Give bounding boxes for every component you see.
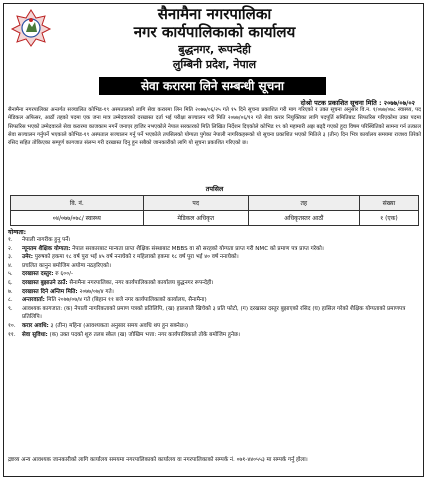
list-item [8,279,421,288]
list-item [8,253,421,262]
list-item-body: पुरुषको हकमा १८ वर्ष पुरा भई ४५ वर्ष ननाघेको र महिलाको हकमा १८ वर्ष पुरा भई ४० वर्ष ननाघेको। [32,254,239,261]
qualifications-heading: योग्यता: [8,229,27,236]
column-header: पद [143,196,248,211]
province-name: लुम्बिनी प्रदेश, नेपाल [172,58,257,71]
list-item-label: दरखास्त दस्तुर: [22,271,54,278]
list-item [8,305,421,322]
list-item-label: दरखास्त बुझाउने ठाउँ: [22,279,68,286]
list-item-number: ४. [8,262,13,269]
list-item [8,245,421,254]
office-name: नगर कार्यपालिकाको कार्यालय [133,23,296,41]
qualifications-list [8,236,421,339]
list-item-text [22,305,421,322]
list-item-body: रु ६००/- [53,271,73,278]
list-item-number: १. [8,237,13,243]
column-header: वि. नं. [11,196,144,211]
list-item [8,331,421,340]
list-item-text [22,245,421,254]
list-item-text [22,331,421,340]
list-item-body: मिति २०७७/०७/४ गते (बिहान ११ बजे नगर कार्यपालिकाको कार्यालय, सैनामैना) [44,297,207,304]
list-item-label: न्यूनतम शैक्षिक योग्यता: [22,245,71,252]
list-item-number: ६. [8,279,13,286]
list-item-number: ९. [8,305,13,312]
office-address: बुद्धनगर, रूपन्देही [178,43,251,56]
list-item-body: आवश्यक कागजात: (क) नेपाली नागरिकताको प्रमाण पत्रको प्रतिलिपि, (ख) हालसालै खिचेको ३ प्रति फोटो, (ग) दरखास्त दस्तुर बुझाएको रसिद (घ) हासिल गरेको शैक्षिक योग्यताको प्रमाणपत्र प्रतिलिपि। [22,305,406,321]
list-item-label: करार अवधि: [22,322,49,329]
list-item-label: दरखास्त दिने अन्तिम मिति: [22,288,78,295]
list-item-number: ३. [8,254,13,261]
list-item-label: अन्तरवार्ता: [22,297,45,304]
table-cell: ०४/०७७/०७८/ स्वास्थ्य [11,211,144,226]
list-item-body: सैनामैना नगरपालिका, नगर कार्यपालिकाको कार्यालय बुद्धनगर रूपन्देही। [67,279,214,286]
table-row [11,211,419,226]
list-item-text [22,253,421,262]
list-item-number: ११. [8,331,16,338]
list-item-number: १०. [8,322,16,329]
list-item [8,296,421,305]
list-item-number: ५. [8,271,13,278]
list-item-body: (क) उक्त पदको शुरु तलब स्केल (ख) जोखिम भत्ता: नगर कार्यपालिकाले तोके बमोजिम हुनेछ। [47,331,241,338]
list-item-number: ८. [8,297,13,304]
list-item [8,288,421,297]
vacancy-table [10,195,419,226]
list-item-body: नेपाली नागरीक हुनु पर्ने। [22,237,71,243]
table-cell: अधिकृतस्तर आठौं [248,211,359,226]
table-cell: १ (एक) [359,211,418,226]
list-item-text [22,296,421,305]
list-item-text [22,236,421,245]
municipality-name: सैनामैना नगरपालिका [157,5,272,23]
list-item [8,236,421,245]
list-item-number: २. [8,245,13,252]
footer-note: द्रष्टव्य अन्य आवश्यक जानकारीको लागि कार्यालय समयमा नगरपालिकाको कार्यालय वा नगरपालिकाको सम्पर्क नं. ०७१-४४०५५३ मा सम्पर्क गर्नु होला। [8,457,308,463]
list-item-body: नेपाल सरकारबाट मान्यता प्राप्त शैक्षिक संस्थाबाट MBBS वा सो सरहको योग्यता प्राप्त गरी NMC को प्रमाण पत्र प्राप्त गरेको। [70,245,324,252]
table-header-row [11,196,419,211]
list-item-body: २०७७/०७/४ गते। [77,288,114,295]
column-header: तह [248,196,359,211]
intro-paragraph: सैनामैना नगरपालिका अन्तर्गत सञ्चालित कोभिड-१९ अस्पतालको लागि सेवा करारमा लिन मिति २०७७/०६/२५ गते १५ दिने सूचना प्रकाशित गरी माग गरिएको र उक्त सूचना अनुसार वि.न. १/०७७/०७८ स्वास्थ्य, पद मेडिकल अफिसर, आठौं तहको पदमा एक जना मात्र उम्मेदवारको दरखास्त दर्ता भई परीक्षा सञ्चालन गरी मिति २०७७/०६/१२ गते सेवा करार नियुक्तिका लागि पदपूर्ति समितिबाट सिफारिस गरिएकोमा उक्त पदमा सिफारिस भएको उम्मेदवारले सेवा करारमा काजकाम नगर्ने जनाएर हाजिर नभएकोले नेपाल सरकारको मिति लिखित निर्देशन दिएकोले कोभिड १९ को महामारी अझ बढ्दै गएको हुदा विषम परिस्थितिको सामना गर्न तत्काल सेवा सञ्चालन गर्नुपर्ने भएकाले कोभिड-१९ अस्पताल सञ्चालन गर्नु पर्ने भएकोले तपसिलको योग्यता पुगेका नेपाली नागरिकहरूको यो सूचना प्रकाशित भएको मितिले ३ (तीन) दिन भित्र कार्यालय समयमा राजश्व तिरेको रसिद सहित तोकिएका सम्पूर्ण कागजात संलग्न गरी दरखास्त दिनु हुन सबैको जानकारीको लागि यो सूचना प्रकाशित गरिएको छ। [8,107,421,147]
list-item [8,322,421,331]
table-cell: मेडिकल अधिकृत [143,211,248,226]
list-item [8,262,421,271]
list-item-body: ३ (तीन) महिना (आवश्यकता अनुसार समय अवधि थप हुन सक्नेछ।) [48,322,189,329]
list-item-body: प्रचलित कानुन बमोजिम अयोग्य नठहरिएको। [22,262,111,269]
publication-date: दोश्रो पटक प्रकाशित सूचना मिति : २०७७/०७/०२ [300,99,415,107]
column-header: संख्या [359,196,418,211]
list-item-number: ७. [8,288,13,295]
list-item-text [22,279,421,288]
list-item-label: उमेर: [22,254,33,261]
list-item [8,270,421,279]
notice-title: सेवा करारमा लिने सम्बन्धी सूचना [99,77,326,95]
notice-page [3,3,424,477]
list-item-text [22,288,421,297]
list-item-text [22,262,421,271]
table-title: तपसिल [205,185,224,193]
list-item-text [22,270,421,279]
list-item-label: सेवा सुविधा: [22,331,48,338]
list-item-text [22,322,421,331]
